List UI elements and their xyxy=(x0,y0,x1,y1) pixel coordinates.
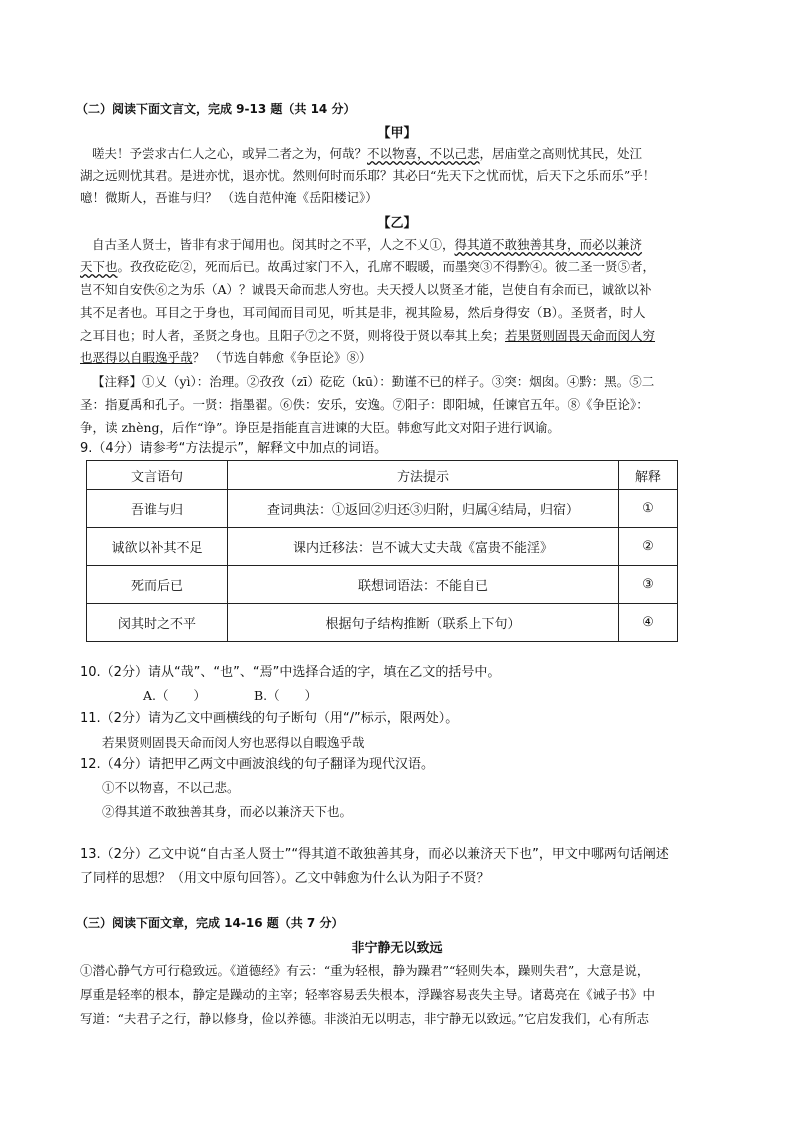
yi-line-1 xyxy=(92,236,642,254)
row2-method: 课内迁移法：岂不诚大丈夫哉《富贵不能淫》 xyxy=(228,528,619,566)
yi-line-2 xyxy=(80,258,655,276)
table-header-row xyxy=(87,461,678,490)
q13-line-2: 了同样的思想？（用文中原句回答）。乙文中韩愈为什么认为阳子不贤？ xyxy=(80,871,490,886)
section3-heading: （三）阅读下面文章，完成 14-16 题（共 7 分） xyxy=(76,916,344,930)
section3-line-3: 写道：“夫君子之行，静以修身，俭以养德。非淡泊无以明志，非宁静无以致远。”它启发我们，心有所志 xyxy=(80,1011,650,1026)
jia-line-1 xyxy=(92,145,642,163)
table-row xyxy=(87,604,678,642)
row4-answer-slot[interactable]: ④ xyxy=(619,604,678,642)
q11-sentence: 若果贤则固畏天命而闵人穷也恶得以自暇逸乎哉 xyxy=(102,735,365,750)
jia-line-2: 湖之远则忧其君。是进亦忧，退亦忧。然则何时而乐耶？其必曰“先天下之忧而忧，后天下之乐而乐”乎！ xyxy=(80,168,656,183)
q11-stem: 11.（2分）请为乙文中画横线的句子断句（用“/”标示，限两处）。 xyxy=(80,711,459,726)
row1-answer-slot[interactable]: ① xyxy=(619,490,678,528)
yi-line-6 xyxy=(80,349,372,367)
row4-method: 根据句子结构推断（联系上下句） xyxy=(228,604,619,642)
jia-line-1a: 嗟夫！予尝求古仁人之心，或异二者之为，何哉？ xyxy=(92,146,368,161)
article-title: 非宁静无以致远 xyxy=(351,941,443,956)
row4-sentence: 闵其时之不平 xyxy=(87,604,228,642)
yi-line-3: 岂不知自安佚⑥之为乐（A）？诚畏天命而悲人穷也。夫天授人以贤圣才能，岂使自有余而已，诚欲以补 xyxy=(80,282,652,297)
row3-method: 联想词语法：不能自已 xyxy=(228,566,619,604)
yi-wavy-sentence-part1: 得其道不敢独善其身，而必以兼济 xyxy=(454,237,643,252)
q10-stem: 10.（2分）请从“哉”、“也”、“焉”中选择合适的字，填在乙文的括号中。 xyxy=(80,665,501,680)
row1-method: 查词典法：①返回②归还③归附，归属④结局，归宿） xyxy=(228,490,619,528)
header-explain: 解释 xyxy=(619,461,678,490)
yi-line-5 xyxy=(80,327,655,345)
row2-answer-slot[interactable]: ② xyxy=(619,528,678,566)
notes-line-2: 圣：指夏禹和孔子。一贤：指墨翟。⑥佚：安乐，安逸。⑦阳子：即阳城，任谏官五年。⑧《争臣论》： xyxy=(80,397,649,412)
q12-stem: 12.（4分）请把甲乙两文中画波浪线的句子翻译为现代汉语。 xyxy=(80,757,434,772)
jia-line-1c: ，居庙堂之高则忧其民，处江 xyxy=(479,146,643,161)
q10-option-b[interactable]: B.（ ） xyxy=(254,688,318,703)
section3-line-1: ①潜心静气方可行稳致远。《道德经》有云：“重为轻根，静为躁君”“轻则失本，躁则失君”，大意是说， xyxy=(80,963,650,978)
jia-wavy-sentence: 不以物喜，不以己悲 xyxy=(367,146,480,161)
notes-line-1: 【注释】①乂（yì）：治理。②孜孜（zī）矻矻（kū）：勤谨不已的样子。③突：烟囱。④黔：黑。⑤二 xyxy=(92,374,655,389)
q9-stem: 9.（4分）请参考“方法提示”，解释文中加点的词语。 xyxy=(80,441,388,456)
yi-line-5a: 之耳目也；时人者，圣贤之身也。且阳子⑦之不贤，则将役于贤以奉其上矣； xyxy=(80,328,506,343)
yi-wavy-sentence-part2: 天下也 xyxy=(80,259,118,274)
yi-line-4: 其不足者也。耳目之于身也，耳司闻而目司见，听其是非，视其险易，然后身得安（B）。圣贤者，时人 xyxy=(80,305,646,320)
yi-title: 【乙】 xyxy=(377,216,417,231)
yi-underlined-part2: 也恶得以自暇逸乎哉 xyxy=(80,350,193,365)
q13-line-1: 13.（2分）乙文中说“自古圣人贤士”“得其道不敢独善其身，而必以兼济天下也”，甲文中哪两句话阐述 xyxy=(80,847,669,862)
yi-line-2b: 。孜孜矻矻②，死而后已。故禹过家门不入，孔席不暇暖，而墨突③不得黔④。彼二圣一贤⑤者， xyxy=(117,259,656,274)
row2-sentence: 诚欲以补其不足 xyxy=(87,528,228,566)
yi-line-1a: 自古圣人贤士，皆非有求于闻用也。闵其时之不平，人之不乂①， xyxy=(92,237,455,252)
q10-option-a[interactable]: A.（ ） xyxy=(143,688,207,703)
header-sentence: 文言语句 xyxy=(87,461,228,490)
table-row xyxy=(87,528,678,566)
q9-table xyxy=(86,460,678,642)
jia-line-3: 噫！微斯人，吾谁与归？ （选自范仲淹《岳阳楼记》） xyxy=(80,190,378,205)
section2-heading: （二）阅读下面文言文，完成 9-13 题（共 14 分） xyxy=(76,102,356,116)
header-method: 方法提示 xyxy=(228,461,619,490)
jia-title: 【甲】 xyxy=(377,126,417,141)
table-row xyxy=(87,566,678,604)
q12-sentence-2: ②得其道不敢独善其身，而必以兼济天下也。 xyxy=(102,804,353,819)
section3-line-2: 厚重是轻率的根本，静定是躁动的主宰；轻率容易丢失根本，浮躁容易丧失主导。诸葛亮在《诫子书》中 xyxy=(80,987,656,1002)
row3-answer-slot[interactable]: ③ xyxy=(619,566,678,604)
notes-line-3: 争，读 zhèng，后作“诤”。诤臣是指能直言进谏的大臣。韩愈写此文对阳子进行讽谕。 xyxy=(80,420,560,435)
row1-sentence: 吾谁与归 xyxy=(87,490,228,528)
row3-sentence: 死而后已 xyxy=(87,566,228,604)
q12-sentence-1: ①不以物喜，不以己悲。 xyxy=(102,780,240,795)
yi-source: ？ （节选自韩愈《争臣论》⑧） xyxy=(192,350,372,365)
table-row xyxy=(87,490,678,528)
yi-underlined-part1: 若果贤则固畏天命而闵人穷 xyxy=(505,328,656,343)
